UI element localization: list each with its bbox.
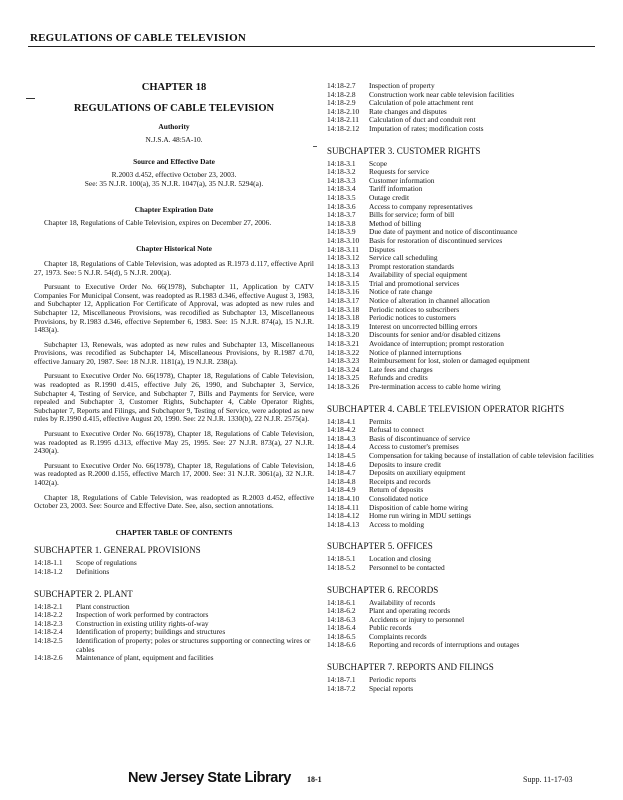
section-number: 14:18-3.26 — [327, 382, 360, 391]
section-number: 14:18-3.6 — [327, 201, 356, 211]
toc-entry — [34, 637, 314, 654]
page-number: 18-1 — [307, 775, 322, 784]
section-number: 14:18-4.10 — [327, 493, 360, 503]
section-title: Trial and promotional services — [369, 278, 460, 288]
section-title: Disposition of cable home wiring — [369, 502, 468, 512]
section-number: 14:18-4.2 — [327, 425, 356, 435]
subchapter-heading: SUBCHAPTER 4. CABLE TELEVISION OPERATOR RIGHTS — [327, 403, 565, 414]
subchapter-heading: SUBCHAPTER 7. REPORTS AND FILINGS — [327, 662, 494, 673]
section-number: 14:18-4.8 — [327, 476, 356, 486]
toc-right — [327, 146, 597, 694]
toc-entry — [327, 177, 597, 186]
section-number: 14:18-4.9 — [327, 485, 356, 495]
section-number: 14:18-3.10 — [327, 235, 360, 245]
section-number: 14:18-6.2 — [327, 606, 356, 616]
section-number: 14:18-4.7 — [327, 468, 356, 478]
section-title: Outage credit — [369, 192, 410, 202]
left-column — [34, 78, 314, 663]
section-title: Inspection of property — [369, 81, 435, 90]
section-title: Identification of property; buildings and structures — [76, 627, 226, 637]
section-title: Periodic reports — [369, 675, 416, 685]
section-number: 14:18-2.4 — [34, 627, 63, 637]
section-number: 14:18-3.21 — [327, 339, 360, 349]
section-number: 14:18-3.9 — [327, 227, 356, 237]
toc-entry — [327, 478, 597, 487]
toc-entry — [327, 418, 597, 427]
supplement-date: Supp. 11-17-03 — [523, 775, 573, 784]
section-title: Periodic notices to subscribers — [369, 304, 460, 314]
section-number: 14:18-3.15 — [327, 278, 360, 288]
chapter-title: REGULATIONS OF CABLE TELEVISION — [73, 102, 275, 114]
section-title: Receipts and records — [369, 476, 431, 486]
section-number: 14:18-3.13 — [327, 261, 360, 271]
section-number: 14:18-2.2 — [34, 610, 63, 620]
section-title: Deposits to insure credit — [369, 459, 442, 469]
subchapter-heading: SUBCHAPTER 6. RECORDS — [327, 584, 439, 595]
section-number: 14:18-7.2 — [327, 683, 356, 693]
section-title: Avoidance of interruption; prompt restoration — [369, 339, 504, 349]
section-number: 14:18-2.8 — [327, 89, 356, 99]
section-number: 14:18-3.5 — [327, 192, 356, 202]
toc-entry — [327, 616, 597, 625]
toc-entry — [327, 486, 597, 495]
section-number: 14:18-7.1 — [327, 675, 356, 685]
toc-entry — [34, 568, 314, 577]
section-number: 14:18-4.6 — [327, 459, 356, 469]
section-title: Home run wiring in MDU settings — [369, 511, 472, 521]
section-title: Customer information — [369, 175, 435, 185]
toc-entry — [327, 641, 597, 650]
toc-entry — [327, 160, 597, 169]
section-number: 14:18-4.5 — [327, 450, 356, 460]
section-title: Inspection of work performed by contractors — [76, 610, 209, 620]
section-number: 14:18-3.7 — [327, 210, 356, 220]
toc-entry — [327, 685, 597, 694]
section-title: Scope — [369, 158, 388, 168]
section-title: Public records — [369, 623, 412, 633]
section-number: 14:18-6.5 — [327, 631, 356, 641]
section-title: Requests for service — [369, 167, 429, 177]
section-number: 14:18-4.4 — [327, 442, 356, 452]
source-line: R.2003 d.452, effective October 23, 2003. — [111, 169, 237, 179]
section-title: Method of billing — [369, 218, 422, 228]
toc-entry — [327, 383, 597, 392]
toc-entry — [327, 435, 597, 444]
section-title: Calculation of duct and conduit rent — [369, 115, 476, 125]
section-number: 14:18-4.11 — [327, 502, 359, 512]
toc-entry — [327, 521, 597, 530]
source-heading: Source and Effective Date — [133, 157, 215, 167]
history-paragraph: Chapter 18, Regulations of Cable Television, was adopted as R.1973 d.117, effective April 27, 1973. See: 5 N.J.R. 54(d), 5 N.J.R. 200(a). — [34, 258, 314, 277]
section-title: Return of deposits — [369, 485, 424, 495]
toc-entry — [327, 271, 597, 280]
section-title: Pre-termination access to cable home wiring — [369, 382, 501, 391]
section-number: 14:18-3.19 — [327, 321, 360, 331]
section-title: Plant and operating records — [369, 606, 451, 616]
right-column — [327, 82, 597, 693]
toc-entry — [327, 203, 597, 212]
toc-entry — [34, 654, 314, 663]
section-title: Tariff information — [369, 184, 423, 194]
section-number: 14:18-3.4 — [327, 184, 356, 194]
toc-entry — [327, 185, 597, 194]
toc-entry — [327, 246, 597, 255]
section-number: 14:18-3.25 — [327, 373, 360, 383]
toc-entry — [327, 599, 597, 608]
section-title: Special reports — [369, 683, 414, 693]
section-number: 14:18-2.9 — [327, 98, 356, 108]
history-heading: Chapter Historical Note — [136, 244, 212, 254]
toc-entry — [327, 237, 597, 246]
section-number: 14:18-6.6 — [327, 640, 356, 650]
section-title: Plant construction — [76, 601, 130, 611]
section-number: 14:18-4.1 — [327, 416, 356, 426]
section-number: 14:18-3.3 — [327, 175, 356, 185]
section-title: Complaints records — [369, 631, 427, 641]
section-title: Prompt restoration standards — [369, 261, 454, 271]
section-title: Definitions — [76, 566, 110, 576]
section-title: Notice of planned interruptions — [369, 347, 462, 357]
section-number: 14:18-2.12 — [327, 123, 360, 133]
toc-entry — [327, 624, 597, 633]
toc-entry — [327, 340, 597, 349]
subchapter-heading: SUBCHAPTER 5. OFFICES — [327, 541, 433, 552]
section-number: 14:18-2.5 — [34, 635, 63, 645]
section-number: 14:18-3.18 — [327, 304, 360, 314]
section-title: Service call scheduling — [369, 253, 438, 263]
section-number: 14:18-4.12 — [327, 511, 360, 521]
toc-entry — [327, 297, 597, 306]
section-title: Refusal to connect — [369, 425, 425, 435]
section-title: Refunds and credits — [369, 373, 428, 383]
section-title: Access to company representatives — [369, 201, 473, 211]
section-title: Access to molding — [369, 519, 425, 529]
toc-entry — [327, 512, 597, 521]
section-title: Scope of regulations — [76, 558, 137, 568]
subchapter-heading: SUBCHAPTER 1. GENERAL PROVISIONS — [34, 545, 201, 556]
section-number: 14:18-2.7 — [327, 81, 356, 90]
history-paragraph: Pursuant to Executive Order No. 66(1978), Chapter 18, Regulations of Cable Television, was readopted as R.1995 d.313, effective May 25, 1995. See: 27 N.J.R. 873(a), 27 N.J.R. 2430(a). — [34, 429, 314, 456]
section-title: Notice of rate change — [369, 287, 433, 297]
section-number: 14:18-1.1 — [34, 558, 63, 568]
toc-entry — [327, 280, 597, 289]
section-title: Rate changes and disputes — [369, 106, 447, 116]
section-number: 14:18-3.17 — [327, 296, 360, 306]
section-number: 14:18-3.1 — [327, 158, 356, 168]
toc-entry — [327, 168, 597, 177]
toc-entry — [327, 254, 597, 263]
history-paragraph: Subchapter 13, Renewals, was adopted as new rules and Subchapter 13, Miscellaneous Provisions, was recodified as Subchapter 14, Miscellaneous Provisions, by R.1987 d.70, effective January 20, 1987. See: 18 N.J.R. 1181(a), 19 N.J.R. 238(a). — [34, 339, 314, 366]
authority-text: N.J.S.A. 48:5A-10. — [145, 134, 203, 144]
chapter-number: CHAPTER 18 — [141, 82, 207, 93]
section-title: Calculation of pole attachment rent — [369, 98, 474, 108]
section-number: 14:18-3.14 — [327, 270, 360, 280]
section-title: Permits — [369, 416, 392, 426]
section-title: Availability of records — [369, 597, 436, 607]
running-header: REGULATIONS OF CABLE TELEVISION — [30, 32, 246, 44]
toc-entry — [327, 357, 597, 366]
section-title: Late fees and charges — [369, 364, 433, 374]
section-number: 14:18-3.16 — [327, 287, 360, 297]
toc-entry — [327, 555, 597, 564]
source-line: See: 35 N.J.R. 100(a), 35 N.J.R. 1047(a), 35 N.J.R. 5294(a). — [84, 178, 264, 188]
subchapter-heading: SUBCHAPTER 3. CUSTOMER RIGHTS — [327, 145, 481, 156]
section-number: 14:18-1.2 — [34, 566, 63, 576]
section-title: Imputation of rates; modification costs — [369, 123, 484, 133]
section-number: 14:18-2.1 — [34, 601, 63, 611]
section-number: 14:18-3.8 — [327, 218, 356, 228]
header-rule — [28, 46, 595, 47]
history-paragraph: Pursuant to Executive Order No. 66(1978), Chapter 18, Regulations of Cable Television, was readopted as R.1990 d.415, effective July 26, 1990, and Subchapter 3, Service, Subchapter 4, Testing of Service, and Subchapter 7, Bills and Payments for Service, were repealed and Subchapter 3, Customer Rights, Subchapter 4, Cable Operator Rights, Subchapter 7, Reports and Filings, and Subchapter 9, Testing of Service, were adopted as new rules by R.1990 d.415, effective August 20, 1990. See: 22 N.J.R. 1330(b), 22 N.J.R. 2575(a). — [34, 371, 314, 424]
toc-left — [34, 545, 314, 662]
section-number: 14:18-2.10 — [327, 106, 360, 116]
section-number: 14:18-5.2 — [327, 562, 356, 572]
section-title: Basis for restoration of discontinued services — [369, 235, 503, 245]
section-number: 14:18-6.3 — [327, 614, 356, 624]
library-watermark: New Jersey State Library — [128, 770, 291, 786]
section-number: 14:18-4.13 — [327, 519, 360, 529]
section-number: 14:18-3.23 — [327, 356, 360, 366]
section-title: Consolidated notice — [369, 493, 428, 503]
section-title: Disputes — [369, 244, 395, 254]
section-number: 14:18-3.12 — [327, 253, 360, 263]
section-title: Due date of payment and notice of discontinuance — [369, 227, 518, 237]
section-title: Location and closing — [369, 554, 431, 564]
section-title: Deposits on auxiliary equipment — [369, 468, 466, 478]
section-number: 14:18-4.3 — [327, 433, 356, 443]
toc-heading: CHAPTER TABLE OF CONTENTS — [115, 527, 233, 537]
section-title: Reporting and records of interruptions and outages — [369, 640, 520, 650]
toc-entry — [327, 99, 597, 108]
toc-entry — [327, 469, 597, 478]
section-title: Discounts for senior and/or disabled citizens — [369, 330, 501, 340]
section-title: Accidents or injury to personnel — [369, 614, 465, 624]
history-paragraph: Chapter 18, Regulations of Cable Television, was readopted as R.2003 d.452, effective October 23, 2003. See: Source and Effective Date. See, also, section annotations. — [34, 492, 314, 511]
section-title: Periodic notices to customers — [369, 313, 456, 323]
section-number: 14:18-5.1 — [327, 554, 356, 564]
section-title: Construction work near cable television facilities — [369, 89, 515, 99]
toc-entry — [327, 676, 597, 685]
toc-entry — [327, 306, 597, 315]
history-paragraph: Pursuant to Executive Order No. 66(1978), Subchapter 11, Application by CATV Companies For Municipal Consent, was readopted as R.1983 d.346, effective August 3, 1983, and Subchapter 12, Application For Certificate of Approval, was adopted as new rules and Subchapter 12, Miscellaneous Provisions, was recodified as Subchapter 13, Miscellaneous Provisions, by R.1983 d.346, effective September 6, 1983. See: 15 N.J.R. 874(a), 15 N.J.R. 1483(a). — [34, 282, 314, 335]
toc-entry — [327, 211, 597, 220]
section-number: 14:18-6.4 — [327, 623, 356, 633]
section-title: Compensation for taking because of installation of cable television facilities — [369, 450, 594, 460]
section-title: Construction in existing utility rights-of-way — [76, 618, 209, 628]
section-number: 14:18-2.6 — [34, 653, 63, 663]
section-number: 14:18-6.1 — [327, 597, 356, 607]
toc-entry — [327, 366, 597, 375]
section-title: Identification of property; poles or structures supporting or connecting wires or cables — [76, 635, 311, 654]
section-title: Personnel to be contacted — [369, 562, 445, 572]
section-title: Reimbursement for lost, stolen or damaged equipment — [369, 356, 530, 366]
section-title: Bills for service; form of bill — [369, 210, 455, 220]
section-title: Notice of alteration in channel allocation — [369, 296, 490, 306]
section-title: Access to customer's premises — [369, 442, 459, 452]
section-number: 14:18-2.11 — [327, 115, 359, 125]
history-paragraph: Pursuant to Executive Order No. 66(1978), Chapter 18, Regulations of Cable Television, was readopted as R.2000 d.155, effective March 17, 2000. See: 31 N.J.R. 3061(a), 32 N.J.R. 1402(a). — [34, 460, 314, 487]
subchapter-heading: SUBCHAPTER 2. PLANT — [34, 588, 133, 599]
section-number: 14:18-3.20 — [327, 330, 360, 340]
expiration-heading: Chapter Expiration Date — [134, 205, 214, 215]
toc-entry — [327, 125, 597, 134]
section-title: Basis of discontinuance of service — [369, 433, 470, 443]
section-number: 14:18-3.22 — [327, 347, 360, 357]
section-title: Interest on uncorrected billing errors — [369, 321, 478, 331]
section-number: 14:18-3.18 — [327, 313, 360, 323]
section-number: 14:18-3.24 — [327, 364, 360, 374]
authority-heading: Authority — [158, 122, 190, 132]
toc-entry — [327, 452, 597, 461]
section-number: 14:18-3.11 — [327, 244, 359, 254]
toc-plant-continued — [327, 82, 597, 134]
section-title: Availability of special equipment — [369, 270, 468, 280]
section-number: 14:18-3.2 — [327, 167, 356, 177]
section-number: 14:18-2.3 — [34, 618, 63, 628]
toc-entry — [327, 564, 597, 573]
section-title: Maintenance of plant, equipment and facilities — [76, 653, 214, 663]
expiration-text: Chapter 18, Regulations of Cable Television, expires on December 27, 2006. — [44, 217, 272, 227]
